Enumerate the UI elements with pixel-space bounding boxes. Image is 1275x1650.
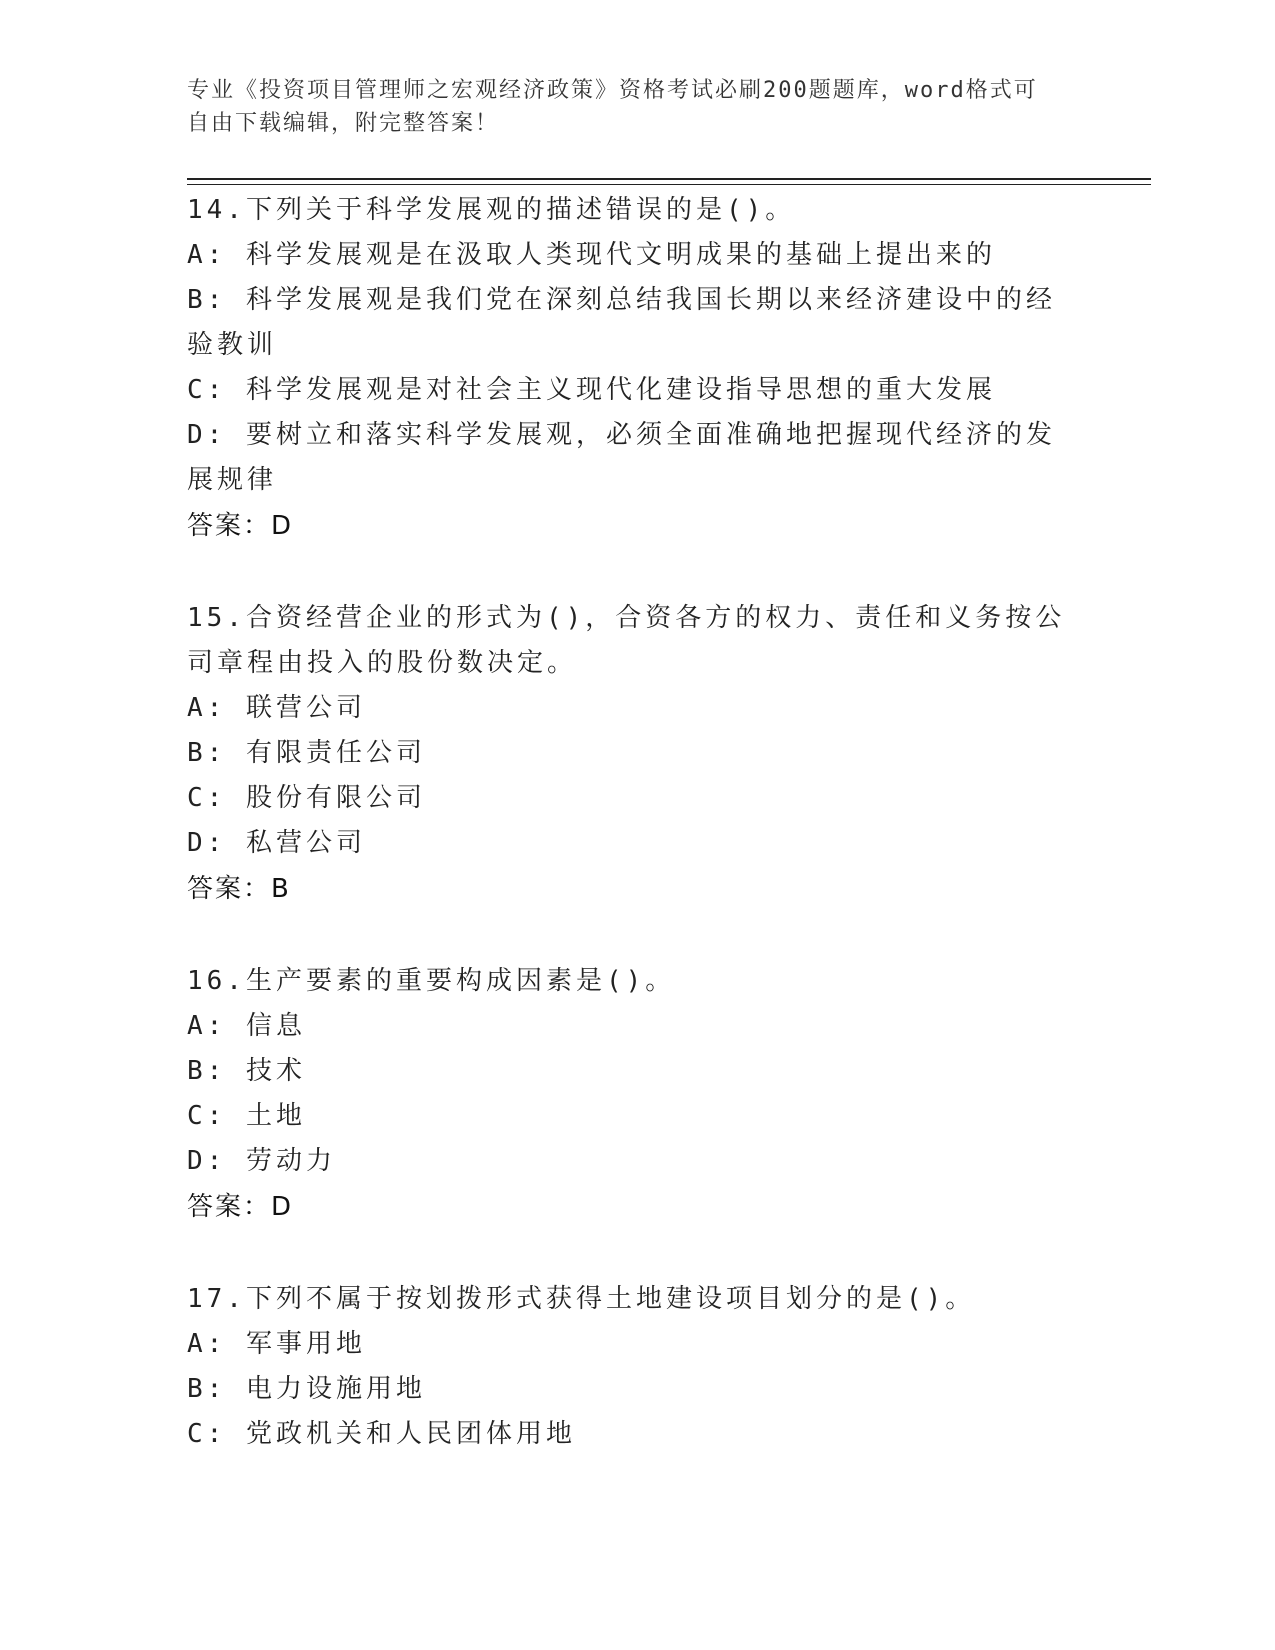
header-divider-thin [187,184,1151,185]
option-d: D: 要树立和落实科学发展观，必须全面准确地把握现代经济的发展规律 [187,420,1056,495]
question-stem: 15.合资经营企业的形式为()，合资各方的权力、责任和义务按公司章程由投入的股份数决定。 [187,603,1066,678]
question-15 [187,596,1077,912]
question-stem: 14.下列关于科学发展观的描述错误的是()。 [187,195,796,225]
answer: 答案：D [187,1192,294,1222]
option-d: D: 劳动力 [187,1146,336,1176]
question-17 [187,1277,1077,1457]
option-a: A: 军事用地 [187,1329,366,1359]
question-16 [187,959,1077,1230]
answer: 答案：D [187,511,294,541]
header-line-2: 自由下载编辑，附完整答案！ [187,111,500,136]
option-c: C: 土地 [187,1101,306,1131]
option-c: C: 党政机关和人民团体用地 [187,1419,576,1449]
option-d: D: 私营公司 [187,828,366,858]
question-14 [187,188,1077,549]
question-list [187,188,1077,1504]
header-divider-thick [187,178,1151,180]
option-a: A: 信息 [187,1011,306,1041]
option-b: B: 有限责任公司 [187,738,426,768]
question-stem: 17.下列不属于按划拨形式获得土地建设项目划分的是()。 [187,1284,976,1314]
option-c: C: 科学发展观是对社会主义现代化建设指导思想的重大发展 [187,375,996,405]
option-b: B: 电力设施用地 [187,1374,426,1404]
question-stem: 16.生产要素的重要构成因素是()。 [187,966,676,996]
option-b: B: 技术 [187,1056,306,1086]
header-line-1: 专业《投资项目管理师之宏观经济政策》资格考试必刷200题题库，word格式可 [187,78,1038,103]
option-c: C: 股份有限公司 [187,783,426,813]
option-a: A: 联营公司 [187,693,366,723]
option-b: B: 科学发展观是我们党在深刻总结我国长期以来经济建设中的经验教训 [187,285,1056,360]
answer: 答案：B [187,874,291,904]
option-a: A: 科学发展观是在汲取人类现代文明成果的基础上提出来的 [187,240,996,270]
document-header [187,74,1067,140]
